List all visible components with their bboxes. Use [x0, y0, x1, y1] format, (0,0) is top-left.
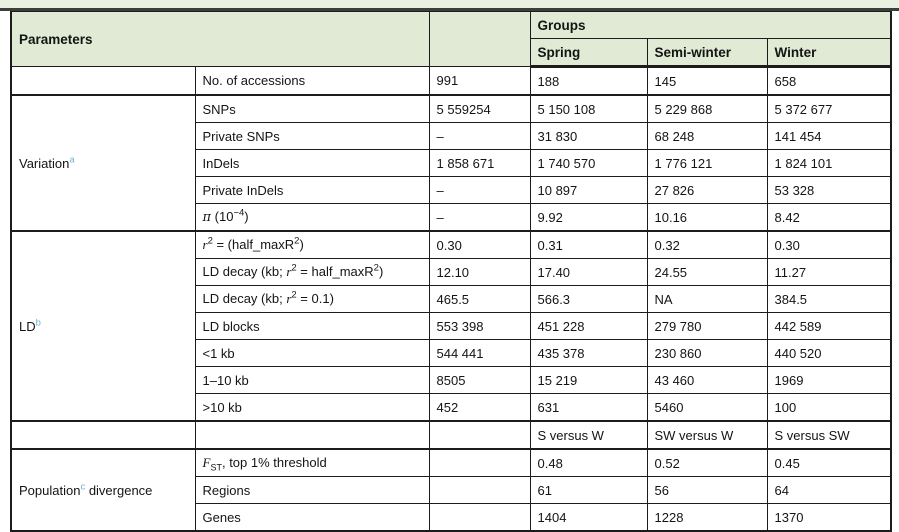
top-rule	[0, 0, 899, 11]
param-cell: <1 kb	[195, 340, 429, 367]
value-cell: 1370	[767, 504, 891, 532]
value-cell: 435 378	[530, 340, 647, 367]
param-cell: 1–10 kb	[195, 367, 429, 394]
value-cell: 991	[429, 67, 530, 96]
r-symbol: r	[286, 264, 292, 279]
value-cell: 465.5	[429, 286, 530, 313]
param-text: (10	[211, 209, 234, 224]
value-cell: 631	[530, 394, 647, 422]
group-cell-variation	[11, 95, 195, 231]
row-snps	[11, 95, 891, 123]
param-cell: Regions	[195, 477, 429, 504]
value-cell: 0.31	[530, 231, 647, 259]
value-cell: 0.30	[767, 231, 891, 259]
group-label: Variation	[19, 155, 70, 171]
value-cell: 8.42	[767, 204, 891, 232]
value-cell: 8505	[429, 367, 530, 394]
param-cell	[195, 231, 429, 259]
value-cell: 0.45	[767, 449, 891, 477]
value-cell: 145	[647, 67, 767, 96]
value-cell: 141 454	[767, 123, 891, 150]
value-cell: 31 830	[530, 123, 647, 150]
param-text: = half_maxR	[296, 264, 374, 279]
value-cell: 452	[429, 394, 530, 422]
value-cell: 0.48	[530, 449, 647, 477]
value-cell: 440 520	[767, 340, 891, 367]
footnote-b-sup: b	[35, 317, 41, 329]
param-text: )	[244, 209, 249, 224]
param-cell: >10 kb	[195, 394, 429, 422]
value-cell: –	[429, 123, 530, 150]
column-header-spring: Spring	[530, 39, 647, 67]
value-cell: 1 824 101	[767, 150, 891, 177]
value-cell: NA	[647, 286, 767, 313]
value-cell: 544 441	[429, 340, 530, 367]
value-cell: 43 460	[647, 367, 767, 394]
row-accessions	[11, 67, 891, 96]
value-cell: 24.55	[647, 259, 767, 286]
value-cell: –	[429, 204, 530, 232]
exponent: 2	[291, 289, 297, 301]
param-text: LD decay (kb;	[202, 264, 287, 279]
param-cell: InDels	[195, 150, 429, 177]
group-label: Population	[19, 482, 81, 498]
param-cell	[195, 449, 429, 477]
value-cell	[429, 477, 530, 504]
value-cell: 10 897	[530, 177, 647, 204]
value-cell	[429, 504, 530, 532]
value-cell: 56	[647, 477, 767, 504]
value-cell: 17.40	[530, 259, 647, 286]
value-cell	[429, 449, 530, 477]
value-cell: 64	[767, 477, 891, 504]
value-cell: 12.10	[429, 259, 530, 286]
param-text: LD decay (kb;	[202, 291, 287, 306]
value-cell: 1969	[767, 367, 891, 394]
param-cell: LD blocks	[195, 313, 429, 340]
value-cell: 9.92	[530, 204, 647, 232]
value-cell	[429, 421, 530, 449]
value-cell: S versus W	[530, 421, 647, 449]
param-text: = 0.1)	[296, 291, 334, 306]
pi-symbol: π	[202, 210, 212, 225]
column-header-semi-winter: Semi-winter	[647, 39, 767, 67]
value-cell: SW versus W	[647, 421, 767, 449]
groups-header: Groups	[530, 12, 891, 39]
r-symbol: r	[202, 237, 208, 252]
value-cell: S versus SW	[767, 421, 891, 449]
exponent: 2	[294, 235, 300, 247]
value-cell: –	[429, 177, 530, 204]
param-cell: Private InDels	[195, 177, 429, 204]
value-cell: 1 740 570	[530, 150, 647, 177]
parameters-table	[10, 11, 892, 532]
value-cell: 188	[530, 67, 647, 96]
value-cell: 279 780	[647, 313, 767, 340]
param-text: = (half_maxR	[212, 237, 295, 252]
param-cell: Genes	[195, 504, 429, 532]
row-r2	[11, 231, 891, 259]
value-cell: 658	[767, 67, 891, 96]
value-cell: 1 858 671	[429, 150, 530, 177]
value-cell: 5 229 868	[647, 95, 767, 123]
value-cell: 53 328	[767, 177, 891, 204]
value-cell: 68 248	[647, 123, 767, 150]
group-cell-empty	[11, 67, 195, 96]
value-cell: 0.30	[429, 231, 530, 259]
param-cell	[195, 259, 429, 286]
value-cell: 0.52	[647, 449, 767, 477]
value-cell: 5 372 677	[767, 95, 891, 123]
value-cell: 5 559254	[429, 95, 530, 123]
parameters-header: Parameters	[11, 12, 429, 67]
value-cell: 10.16	[647, 204, 767, 232]
value-cell: 1404	[530, 504, 647, 532]
param-text: )	[378, 264, 384, 279]
subscript: ST	[210, 462, 222, 473]
param-cell	[195, 204, 429, 232]
footnote-a-sup: a	[69, 154, 75, 166]
group-cell-empty	[11, 421, 195, 449]
row-versus-labels	[11, 421, 891, 449]
value-cell: 566.3	[530, 286, 647, 313]
exponent: 2	[373, 262, 379, 274]
value-cell: 384.5	[767, 286, 891, 313]
group-cell-population	[11, 449, 195, 531]
total-column-header	[429, 12, 530, 67]
exponent: 2	[207, 235, 213, 247]
value-cell: 230 860	[647, 340, 767, 367]
footnote-c-sup: c	[80, 481, 86, 493]
value-cell: 1 776 121	[647, 150, 767, 177]
value-cell: 100	[767, 394, 891, 422]
value-cell: 442 589	[767, 313, 891, 340]
param-text: )	[299, 237, 304, 252]
column-header-winter: Winter	[767, 39, 891, 67]
param-text: , top 1% threshold	[221, 455, 327, 470]
value-cell: 5460	[647, 394, 767, 422]
value-cell: 553 398	[429, 313, 530, 340]
value-cell: 0.32	[647, 231, 767, 259]
group-label: LD	[19, 318, 36, 334]
f-symbol: F	[202, 455, 211, 470]
param-cell: No. of accessions	[195, 67, 429, 96]
param-cell: Private SNPs	[195, 123, 429, 150]
exponent: −4	[233, 207, 245, 219]
value-cell: 27 826	[647, 177, 767, 204]
group-cell-ld	[11, 231, 195, 421]
header-row-groups	[11, 12, 891, 39]
param-cell	[195, 421, 429, 449]
row-fst	[11, 449, 891, 477]
value-cell: 5 150 108	[530, 95, 647, 123]
exponent: 2	[291, 262, 297, 274]
value-cell: 1228	[647, 504, 767, 532]
value-cell: 11.27	[767, 259, 891, 286]
value-cell: 15 219	[530, 367, 647, 394]
value-cell: 61	[530, 477, 647, 504]
param-cell	[195, 286, 429, 313]
r-symbol: r	[286, 291, 292, 306]
value-cell: 451 228	[530, 313, 647, 340]
group-label: divergence	[85, 482, 153, 498]
param-cell: SNPs	[195, 95, 429, 123]
